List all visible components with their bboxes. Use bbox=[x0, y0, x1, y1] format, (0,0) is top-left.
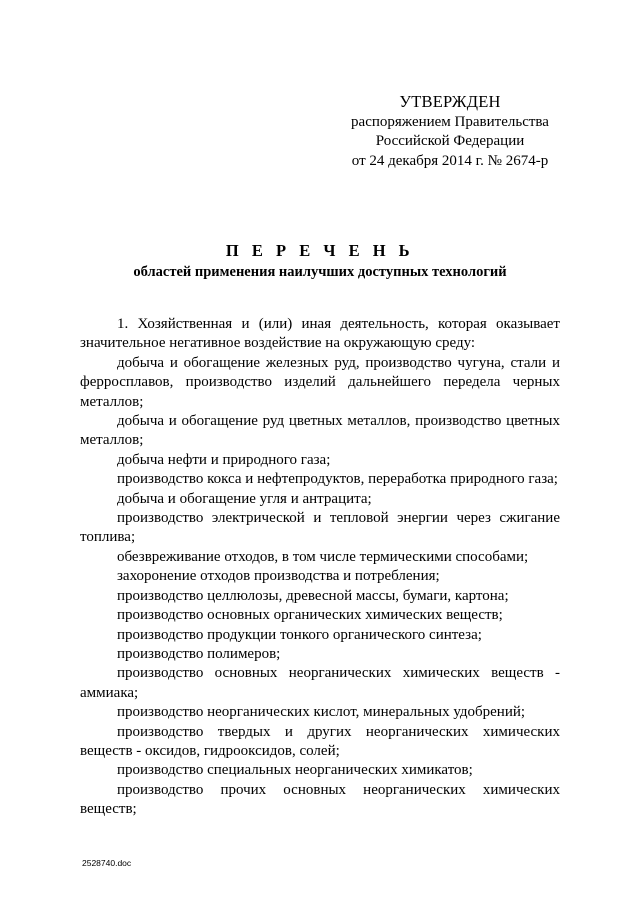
paragraph-1: 1. Хозяйственная и (или) иная деятельность, которая оказывает значительное негативное воздействие на окружающую среду: bbox=[80, 316, 560, 352]
list-item: производство неорганических кислот, минеральных удобрений; bbox=[117, 704, 526, 721]
list-item: производство специальных неорганических химикатов; bbox=[117, 762, 473, 779]
footer-filename: 2528740.doc bbox=[82, 858, 132, 868]
approval-block bbox=[340, 92, 560, 171]
list-item: добыча и обогащение железных руд, производство чугуна, стали и ферросплавов, производство изделий дальнейшего передела черных металлов; bbox=[80, 354, 560, 410]
list-item: производство основных органических химических веществ; bbox=[117, 607, 503, 624]
list-item: добыча и обогащение угля и антрацита; bbox=[117, 490, 372, 507]
approval-line-1: распоряжением Правительства bbox=[351, 113, 549, 130]
list-item: производство кокса и нефтепродуктов, переработка природного газа; bbox=[117, 471, 558, 488]
document-subtitle: областей применения наилучших доступных технологий bbox=[133, 264, 507, 280]
list-item: производство электрической и тепловой энергии через сжигание топлива; bbox=[80, 510, 560, 546]
list-item: добыча и обогащение руд цветных металлов, производство цветных металлов; bbox=[80, 413, 560, 449]
approval-line-2: Российской Федерации bbox=[375, 133, 525, 149]
list-item: добыча нефти и природного газа; bbox=[117, 451, 331, 468]
approval-line-3: от 24 декабря 2014 г. № 2674-р bbox=[351, 152, 549, 169]
list-item: производство прочих основных неорганических химических веществ; bbox=[80, 781, 560, 818]
document-body bbox=[80, 315, 560, 820]
list-item: производство продукции тонкого органического синтеза; bbox=[117, 626, 482, 643]
list-item: производство твердых и других неорганических химических веществ - оксидов, гидрооксидов, солей; bbox=[80, 723, 560, 759]
list-item: захоронение отходов производства и потребления; bbox=[117, 568, 440, 585]
list-item: обезвреживание отходов, в том числе термическими способами; bbox=[117, 548, 529, 565]
list-item: производство основных неорганических химических веществ - аммиака; bbox=[80, 665, 560, 701]
document-title: П Е Р Е Ч Е Н Ь bbox=[225, 241, 415, 260]
list-item: производство полимеров; bbox=[117, 645, 281, 662]
list-item: производство целлюлозы, древесной массы, бумаги, картона; bbox=[117, 587, 509, 604]
approval-heading: УТВЕРЖДЕН bbox=[399, 92, 501, 111]
